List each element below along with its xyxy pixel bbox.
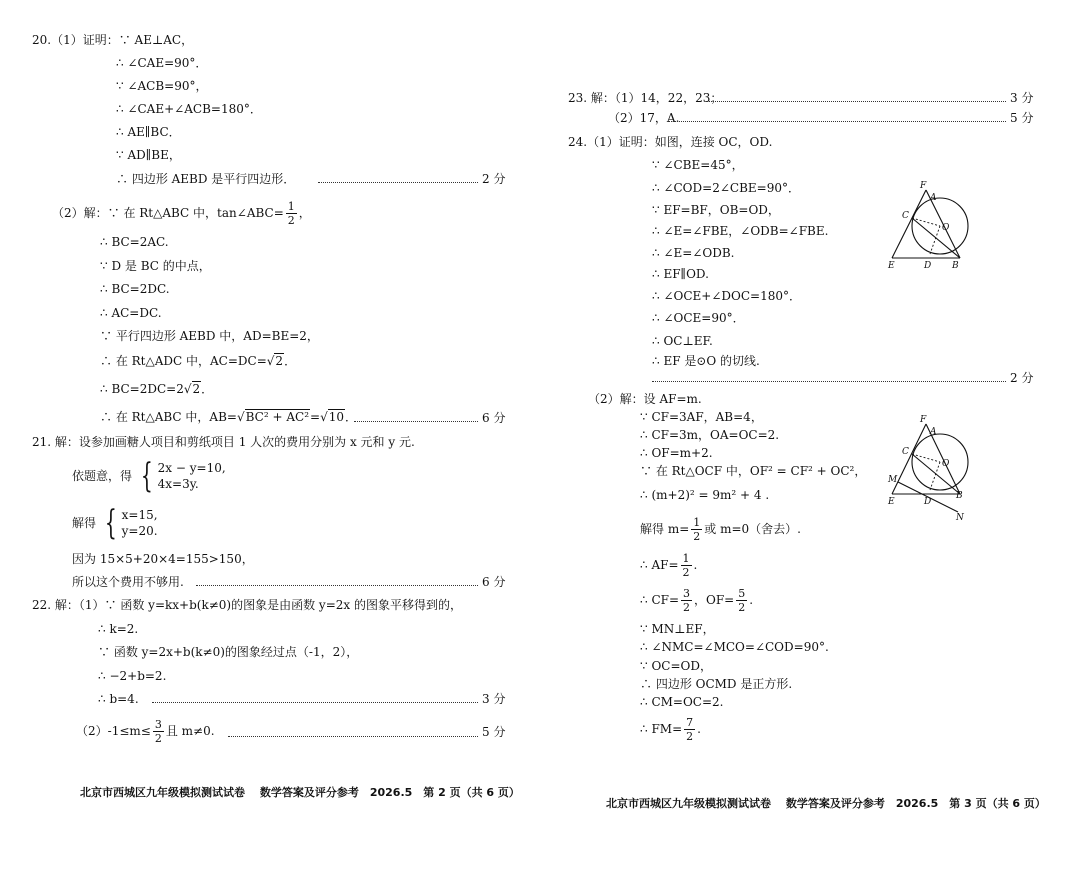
q20-2-head-tail: ， <box>298 206 311 220</box>
equation-system <box>136 456 226 496</box>
point-label: A <box>930 427 937 437</box>
q20-2-line-1: ∴ BC=2AC. <box>100 235 169 249</box>
point-label: C <box>902 447 909 457</box>
q20-2-line-4: ∴ AC=DC. <box>100 306 162 320</box>
q24-2-line-2: ∴ CF=3m，OA=OC=2. <box>640 428 780 442</box>
q24-2-solve-tail: 或 m=0（舍去）. <box>704 522 801 536</box>
q22-line-3: ∵ 函数 y=2x+b(k≠0)的图象经过点（-1，2）， <box>98 645 359 659</box>
q24-1-line-10: ∴ EF 是⊙O 的切线. <box>652 354 760 368</box>
q24-2-line-4: ∵ 在 Rt△OCF 中，OF² = CF² + OC²， <box>640 464 867 478</box>
dotted-leader <box>668 121 1006 122</box>
geometry-figure-1 <box>884 180 984 270</box>
q24-2-of-text: ，OF= <box>694 593 735 607</box>
q24-2-fm-tail: . <box>697 722 701 736</box>
point-label: D <box>924 261 932 271</box>
q20-1-line-4: ∴ ∠CAE+∠ACB=180°． <box>116 102 262 116</box>
q20-1-line-7: ∴ 四边形 AEBD 是平行四边形． <box>116 172 296 186</box>
fraction-numerator: 1 <box>287 199 295 213</box>
point-label: D <box>924 497 932 507</box>
q20-2-line-6-tail: ． <box>284 354 297 368</box>
q24-2-head: （2）解：设 AF=m. <box>588 392 702 406</box>
fraction <box>681 587 692 614</box>
q20-1-line-2: ∴ ∠CAE=90°． <box>116 56 208 70</box>
fraction <box>736 587 747 614</box>
fraction-numerator: 5 <box>738 586 746 600</box>
point-label: C <box>902 211 909 221</box>
fraction <box>681 552 692 579</box>
q20-2-head-text: （2）解：∵ 在 Rt△ABC 中，tan∠ABC= <box>52 206 284 220</box>
q22-2-line <box>76 716 215 746</box>
equals-sign: = <box>310 410 321 424</box>
equation: x=15, <box>121 508 158 522</box>
q22-2-text: （2）-1≤m≤ <box>76 724 151 738</box>
score-q20-1: 2 分 <box>482 172 506 186</box>
footer-left: 北京市西城区九年级模拟测试试卷 数学答案及评分参考 2026.5 第 2 页（共 6 页） <box>80 786 520 799</box>
sqrt-radicand: 2 <box>192 382 201 396</box>
q21-line-3: 因为 15×5+20×4=155>150， <box>72 552 254 566</box>
q21-line-2-text: 解得 <box>72 516 97 530</box>
q20-2-line-2: ∵ D 是 BC 的中点， <box>100 259 211 273</box>
q20-2-line-7-text: ∴ BC=2DC=2 <box>100 382 184 396</box>
fraction-numerator: 1 <box>682 551 690 565</box>
q24-1-line-9: ∴ OC⊥EF. <box>652 334 713 348</box>
point-label: O <box>942 459 950 469</box>
point-label: E <box>888 497 895 507</box>
q20-2-line-7-tail: ． <box>201 382 214 396</box>
sqrt-radicand: BC² + AC² <box>245 410 309 424</box>
equation: y=20. <box>121 524 158 538</box>
q24-2-af-tail: . <box>693 558 698 572</box>
fraction <box>684 716 695 743</box>
fraction-denominator: 2 <box>693 529 701 543</box>
dotted-leader <box>228 736 478 737</box>
q24-2-cf-text: ∴ CF= <box>640 593 680 607</box>
point-label: M <box>888 475 898 485</box>
q24-1-line-1: ∵ ∠CBE=45°， <box>652 158 744 172</box>
point-label: E <box>888 261 895 271</box>
q20-2-line-6-text: ∴ 在 Rt△ADC 中，AC=DC= <box>100 354 267 368</box>
point-label: F <box>920 181 927 191</box>
q24-1-line-4: ∴ ∠E=∠FBE，∠ODB=∠FBE. <box>652 224 829 238</box>
q24-2-line-10: ∴ CM=OC=2. <box>640 695 724 709</box>
score-q23-2: 5 分 <box>1010 111 1034 125</box>
fraction-denominator: 2 <box>154 731 162 745</box>
q24-2-fm-line <box>640 714 701 744</box>
q24-1-line-3: ∵ EF=BF，OB=OD， <box>652 203 780 217</box>
q21-line-4: 所以这个费用不够用. <box>72 575 184 589</box>
q20-2-line-3: ∴ BC=2DC. <box>100 282 170 296</box>
equation: 2x − y=10, <box>157 461 226 475</box>
point-label: B <box>956 491 963 501</box>
geometry-figure-2 <box>884 412 984 523</box>
score-q24-1: 2 分 <box>1010 371 1034 385</box>
point-label: O <box>942 223 950 233</box>
fraction-denominator: 2 <box>683 600 691 614</box>
q24-2-line-6: ∵ MN⊥EF， <box>640 622 715 636</box>
brace-glyph: { <box>104 503 117 543</box>
q21-head: 21. 解：设参加画糖人项目和剪纸项目 1 人次的费用分别为 x 元和 y 元. <box>32 435 415 449</box>
q22-line-4: ∴ −2+b=2. <box>98 669 167 683</box>
q24-2-line-1: ∵ CF=3AF，AB=4， <box>640 410 763 424</box>
q24-2-af-line <box>640 550 697 580</box>
q24-2-line-7: ∴ ∠NMC=∠MCO=∠COD=90°. <box>640 640 829 654</box>
sqrt-symbol: √10 <box>320 410 344 424</box>
q24-1-line-2: ∴ ∠COD=2∠CBE=90°． <box>652 181 800 195</box>
segment-ef <box>892 190 926 258</box>
score-q21: 6 分 <box>482 575 506 589</box>
q20-1-line-1: 20.（1）证明：∵ AE⊥AC， <box>32 33 194 47</box>
q24-1-line-7: ∴ ∠OCE+∠DOC=180°． <box>652 289 801 303</box>
q24-1-line-8: ∴ ∠OCE=90°． <box>652 311 745 325</box>
q24-1-line-5: ∴ ∠E=∠ODB. <box>652 246 735 260</box>
q24-2-fm-text: ∴ FM= <box>640 722 683 736</box>
q21-line-2 <box>72 503 158 543</box>
fraction-denominator: 2 <box>738 600 746 614</box>
sqrt-radicand: 10 <box>328 410 344 424</box>
fraction <box>153 718 164 745</box>
q22-line-1: 22. 解：（1）∵ 函数 y=kx+b(k≠0)的图象是由函数 y=2x 的图象平移得到的， <box>32 598 462 612</box>
dotted-leader <box>652 381 1006 382</box>
fraction-denominator: 2 <box>682 565 690 579</box>
q24-2-line-3: ∴ OF=m+2. <box>640 446 713 460</box>
point-label: F <box>920 415 927 425</box>
sqrt-symbol: √2 <box>266 354 284 368</box>
score-q22-2: 5 分 <box>482 725 506 739</box>
fraction-numerator: 7 <box>686 715 694 729</box>
fraction-denominator: 2 <box>287 213 295 227</box>
score-q23-1: 3 分 <box>1010 91 1034 105</box>
q24-2-line-8: ∵ OC=OD， <box>640 659 712 673</box>
fraction <box>286 200 297 227</box>
sqrt-radicand: 2 <box>275 354 284 368</box>
q21-line-1-text: 依题意，得 <box>72 469 133 483</box>
sqrt-symbol: √BC² + AC² <box>236 410 309 424</box>
dotted-leader <box>706 101 1006 102</box>
equations <box>122 507 158 539</box>
q24-head: 24.（1）证明：如图，连接 OC，OD. <box>568 135 773 149</box>
q20-1-line-5: ∴ AE∥BC． <box>116 125 181 139</box>
q23-1-line: 23. 解：（1）14，22，23； <box>568 91 723 105</box>
q20-2-line-8-tail: ． <box>345 410 358 424</box>
dotted-leader <box>152 702 478 703</box>
equation-system <box>100 503 158 543</box>
q24-2-af-text: ∴ AF= <box>640 558 679 572</box>
q22-2-tail: 且 m≠0. <box>165 724 215 738</box>
q24-1-line-6: ∴ EF∥OD. <box>652 267 709 281</box>
dotted-leader <box>354 421 478 422</box>
score-q22-1: 3 分 <box>482 692 506 706</box>
point-label: A <box>930 193 937 203</box>
q23-2-line: （2）17，A. <box>608 111 680 125</box>
q20-2-line-8 <box>100 409 357 425</box>
q24-2-line-5: ∴ (m+2)² = 9m² + 4 . <box>640 488 770 502</box>
fraction-denominator: 2 <box>686 729 694 743</box>
dotted-leader <box>318 182 478 183</box>
score-q20-2: 6 分 <box>482 411 506 425</box>
equation: 4x=3y. <box>157 477 199 491</box>
fraction-numerator: 3 <box>683 586 691 600</box>
fraction <box>691 516 702 543</box>
q20-1-line-3: ∵ ∠ACB=90°， <box>116 79 208 93</box>
dotted-leader <box>196 585 478 586</box>
q22-line-5: ∴ b=4. <box>98 692 139 706</box>
q24-2-solve-text: 解得 m= <box>640 522 690 536</box>
footer-right: 北京市西城区九年级模拟测试试卷 数学答案及评分参考 2026.5 第 3 页（共 6 页） <box>606 797 1046 810</box>
point-label: N <box>956 513 964 523</box>
q20-2-line-6 <box>100 353 296 369</box>
q24-2-solve-line <box>640 514 801 544</box>
q24-2-cf-line <box>640 585 753 615</box>
fraction-numerator: 1 <box>693 515 701 529</box>
q21-line-1 <box>72 456 226 496</box>
q20-2-head <box>52 198 311 228</box>
q20-1-line-6: ∵ AD∥BE， <box>116 148 181 162</box>
q22-line-2: ∴ k=2. <box>98 622 139 636</box>
brace-glyph: { <box>140 456 153 496</box>
fraction-numerator: 3 <box>154 717 162 731</box>
q24-2-cf-tail: . <box>749 593 754 607</box>
q20-2-line-5: ∵ 平行四边形 AEBD 中，AD=BE=2， <box>100 329 319 343</box>
q24-2-line-9: ∴ 四边形 OCMD 是正方形. <box>640 677 793 691</box>
q20-2-line-7 <box>100 381 213 397</box>
point-label: B <box>952 261 959 271</box>
equations <box>158 460 226 492</box>
sqrt-symbol: √2 <box>183 382 201 396</box>
q20-2-line-8-text: ∴ 在 Rt△ABC 中，AB= <box>100 410 237 424</box>
